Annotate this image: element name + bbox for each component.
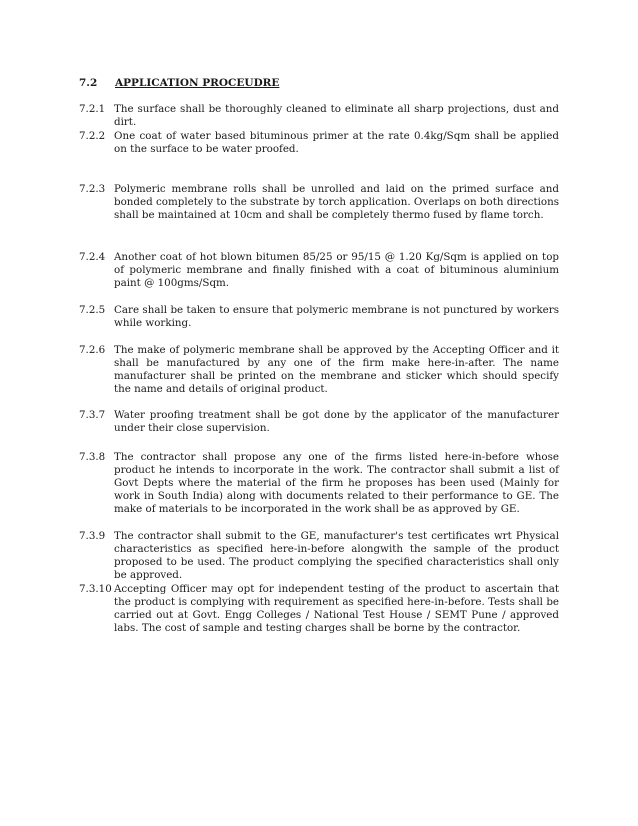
clause-7-2-5 xyxy=(79,304,559,330)
clause-text: One coat of water based bituminous primer at the rate 0.4kg/Sqm shall be applied on the surface to be water proofed. xyxy=(114,130,559,156)
clause-7-3-9 xyxy=(79,530,559,582)
clause-text: The make of polymeric membrane shall be approved by the Accepting Officer and it shall be manufactured by any one of the firm make here-in-after. The name manufacturer shall be printed on the membrane and sticker which should specify the name and details of original product. xyxy=(114,344,559,396)
clause-number: 7.3.10 xyxy=(79,583,112,595)
clause-number: 7.3.7 xyxy=(79,409,106,421)
clause-number: 7.2.5 xyxy=(79,304,106,316)
clause-7-2-3 xyxy=(79,183,559,222)
clause-number: 7.2.1 xyxy=(79,103,106,115)
section-number: 7.2 xyxy=(79,77,98,89)
clause-number: 7.3.9 xyxy=(79,530,106,542)
clause-number: 7.2.6 xyxy=(79,344,106,356)
clause-text: Accepting Officer may opt for independent testing of the product to ascertain that the product is complying with requirement as specified here-in-before. Tests shall be carried out at Govt. Engg Colleges / National Test House / SEMT Pune / approved labs. The cost of sample and testing charges shall be borne by the contractor. xyxy=(114,583,559,635)
clause-text: The contractor shall submit to the GE, manufacturer's test certificates wrt Physical characteristics as specified here-in-before alongwith the sample of the product proposed to be used. The product complying the specified characteristics shall only be approved. xyxy=(114,530,559,582)
clause-number: 7.2.3 xyxy=(79,183,106,195)
clause-7-2-6 xyxy=(79,344,559,396)
clause-text: Care shall be taken to ensure that polymeric membrane is not punctured by workers while working. xyxy=(114,304,559,330)
clause-7-2-2 xyxy=(79,130,559,156)
clause-text: The surface shall be thoroughly cleaned to eliminate all sharp projections, dust and dirt. xyxy=(114,103,559,129)
clause-number: 7.3.8 xyxy=(79,451,106,463)
clause-text: The contractor shall propose any one of the firms listed here-in-before whose product he intends to incorporate in the work. The contractor shall submit a list of Govt Depts where the material of the firm he proposes has been used (Mainly for work in South India) along with documents related to their performance to GE. The make of materials to be incorporated in the work shall be as approved by GE. xyxy=(114,451,559,516)
clause-number: 7.2.4 xyxy=(79,251,106,263)
clause-7-2-1 xyxy=(79,103,559,129)
clause-text: Polymeric membrane rolls shall be unrolled and laid on the primed surface and bonded completely to the substrate by torch application. Overlaps on both directions shall be maintained at 10cm and shall be completely thermo fused by flame torch. xyxy=(114,183,559,222)
section-heading xyxy=(79,76,279,90)
clause-number: 7.2.2 xyxy=(79,130,106,142)
clause-text: Another coat of hot blown bitumen 85/25 or 95/15 @ 1.20 Kg/Sqm is applied on top of polymeric membrane and finally finished with a coat of bituminous aluminium paint @ 100gms/Sqm. xyxy=(114,251,559,290)
clause-7-2-4 xyxy=(79,251,559,290)
section-title: APPLICATION PROCEUDRE xyxy=(115,77,280,89)
clause-7-3-7 xyxy=(79,409,559,435)
clause-7-3-10 xyxy=(79,583,559,635)
clause-7-3-8 xyxy=(79,451,559,516)
clause-text: Water proofing treatment shall be got done by the applicator of the manufacturer under their close supervision. xyxy=(114,409,559,435)
